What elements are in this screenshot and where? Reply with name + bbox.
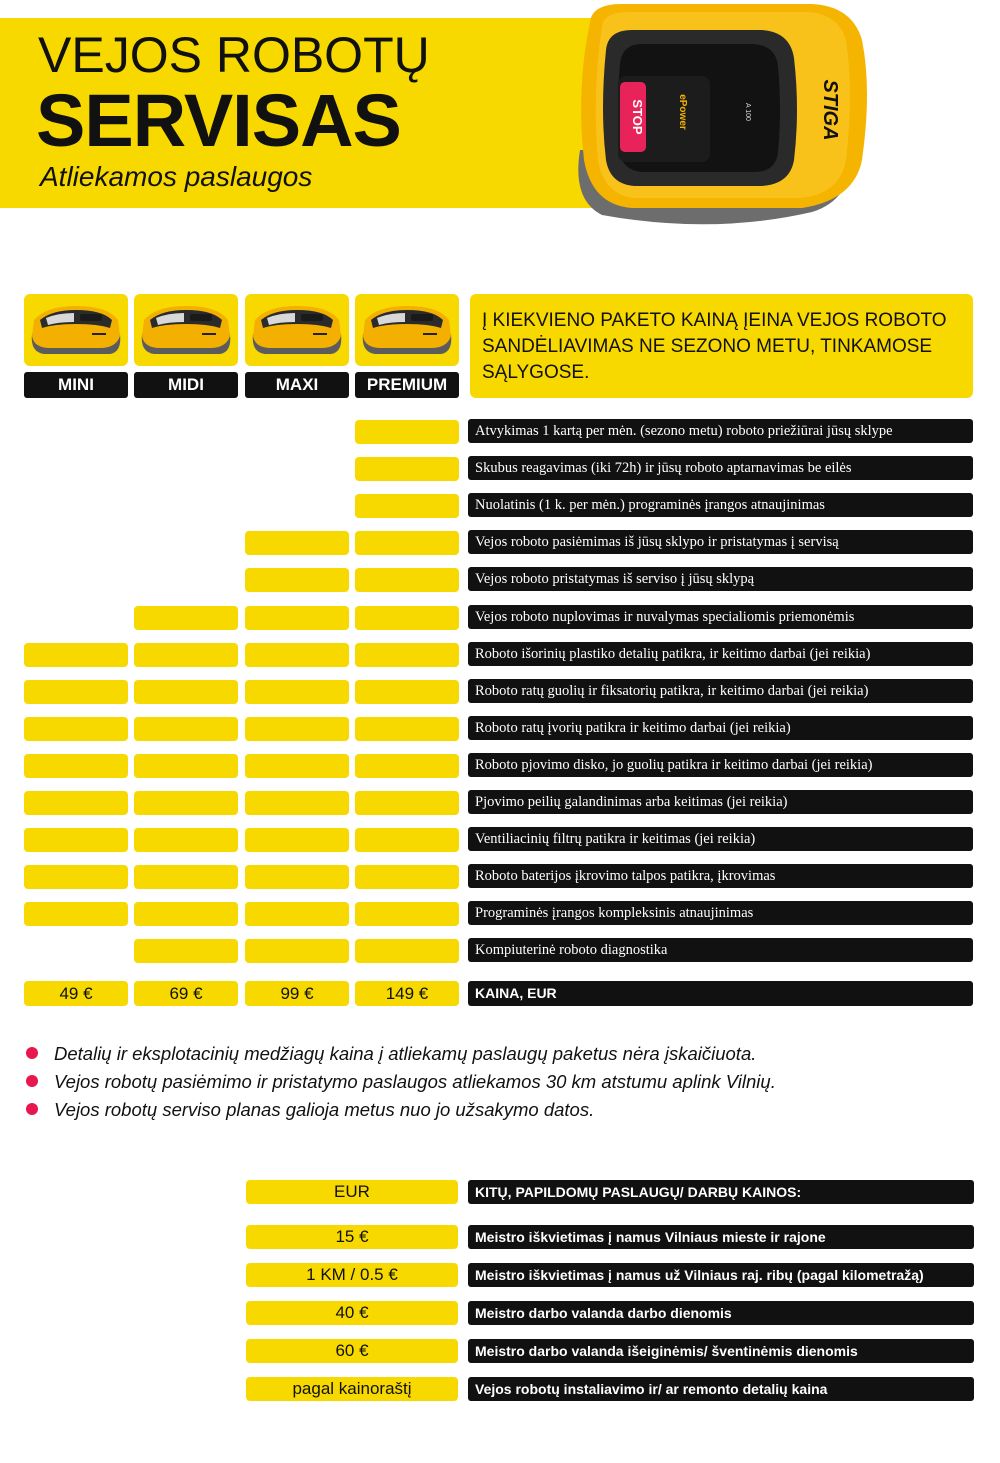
feature-label: Roboto baterijos įkrovimo talpos patikra, įkrovimas — [468, 864, 973, 888]
page-title-line1: VEJOS ROBOTŲ — [38, 27, 430, 83]
bullet-icon — [26, 1103, 38, 1115]
feature-label: Ventiliacinių filtrų patikra ir keitimas (jei reikia) — [468, 827, 973, 851]
included-marker — [134, 606, 238, 630]
page-subtitle: Atliekamos paslaugos — [40, 161, 313, 192]
package-label-mini: MINI — [24, 372, 128, 398]
extras-header-label: KITŲ, PAPILDOMŲ PASLAUGŲ/ DARBŲ KAINOS: — [468, 1180, 974, 1204]
feature-label: Programinės įrangos kompleksinis atnaujinimas — [468, 901, 973, 925]
included-marker — [355, 457, 459, 481]
robot-mower-icon — [24, 294, 128, 366]
included-marker — [24, 865, 128, 889]
included-marker — [245, 531, 349, 555]
robot-brand-logo: STIGA — [819, 79, 841, 141]
feature-label: Vejos roboto pasiėmimas iš jūsų sklypo ir pristatymas į servisą — [468, 530, 973, 554]
robot-model-text: ePower — [677, 94, 688, 130]
included-marker — [355, 902, 459, 926]
included-marker — [245, 606, 349, 630]
package-label-midi: MIDI — [134, 372, 238, 398]
included-marker — [134, 680, 238, 704]
price-label: KAINA, EUR — [468, 981, 973, 1006]
included-marker — [355, 939, 459, 963]
note-text: Vejos robotų pasiėmimo ir pristatymo paslaugos atliekamos 30 km atstumu aplink Vilnių. — [54, 1071, 776, 1092]
package-thumbnail-midi — [134, 294, 238, 366]
included-marker — [134, 828, 238, 852]
robot-mower-icon — [355, 294, 459, 366]
included-marker — [355, 791, 459, 815]
included-marker — [24, 828, 128, 852]
included-marker — [245, 902, 349, 926]
included-marker — [134, 902, 238, 926]
package-thumbnail-maxi — [245, 294, 349, 366]
extra-price-label: Vejos robotų instaliavimo ir/ ar remonto detalių kaina — [468, 1377, 974, 1401]
included-marker — [355, 606, 459, 630]
robot-model-number: A 100 — [744, 103, 751, 121]
included-marker — [355, 680, 459, 704]
included-marker — [355, 494, 459, 518]
included-marker — [134, 939, 238, 963]
included-marker — [245, 568, 349, 592]
included-marker — [245, 680, 349, 704]
feature-label: Roboto pjovimo disko, jo guolių patikra ir keitimo darbai (jei reikia) — [468, 753, 973, 777]
included-marker — [245, 643, 349, 667]
extra-price-label: Meistro iškvietimas į namus Vilniaus mieste ir rajone — [468, 1225, 974, 1249]
robot-mower-icon — [134, 294, 238, 366]
extra-price-label: Meistro darbo valanda išeiginėmis/ šventinėmis dienomis — [468, 1339, 974, 1363]
included-marker — [134, 717, 238, 741]
included-marker — [355, 531, 459, 555]
included-marker — [245, 939, 349, 963]
package-thumbnail-mini — [24, 294, 128, 366]
extra-price-value: 1 KM / 0.5 € — [246, 1263, 458, 1287]
note-item — [26, 1099, 594, 1121]
price-mini: 49 € — [24, 981, 128, 1006]
extra-price-value: 60 € — [246, 1339, 458, 1363]
included-marker — [245, 754, 349, 778]
feature-label: Pjovimo peilių galandinimas arba keitimas (jei reikia) — [468, 790, 973, 814]
included-marker — [134, 754, 238, 778]
extra-price-label: Meistro darbo valanda darbo dienomis — [468, 1301, 974, 1325]
extra-price-label: Meistro iškvietimas į namus už Vilniaus raj. ribų (pagal kilometražą) — [468, 1263, 974, 1287]
feature-label: Atvykimas 1 kartą per mėn. (sezono metu) roboto priežiūrai jūsų sklype — [468, 419, 973, 443]
included-marker — [134, 791, 238, 815]
included-marker — [24, 680, 128, 704]
included-marker — [355, 865, 459, 889]
included-marker — [245, 791, 349, 815]
feature-label: Skubus reagavimas (iki 72h) ir jūsų roboto aptarnavimas be eilės — [468, 456, 973, 480]
included-marker — [355, 828, 459, 852]
extra-price-value: pagal kainoraštį — [246, 1377, 458, 1401]
storage-info-box: Į KIEKVIENO PAKETO KAINĄ ĮEINA VEJOS ROBOTO SANDĖLIAVIMAS NE SEZONO METU, TINKAMOSE SĄLYGOSE. — [470, 294, 973, 398]
feature-label: Roboto išorinių plastiko detalių patikra, ir keitimo darbai (jei reikia) — [468, 642, 973, 666]
included-marker — [24, 754, 128, 778]
feature-label: Roboto ratų įvorių patikra ir keitimo darbai (jei reikia) — [468, 716, 973, 740]
robot-mower-image — [562, 0, 874, 226]
bullet-icon — [26, 1047, 38, 1059]
robot-stop-text: STOP — [630, 99, 645, 135]
page-title-line2: SERVISAS — [36, 79, 401, 162]
feature-label: Vejos roboto nuplovimas ir nuvalymas specialiomis priemonėmis — [468, 605, 973, 629]
price-premium: 149 € — [355, 981, 459, 1006]
price-midi: 69 € — [134, 981, 238, 1006]
included-marker — [245, 828, 349, 852]
feature-label: Vejos roboto pristatymas iš serviso į jūsų sklypą — [468, 567, 973, 591]
included-marker — [245, 717, 349, 741]
note-text: Vejos robotų serviso planas galioja metus nuo jo užsakymo datos. — [54, 1099, 595, 1120]
included-marker — [355, 643, 459, 667]
included-marker — [355, 754, 459, 778]
package-label-maxi: MAXI — [245, 372, 349, 398]
price-maxi: 99 € — [245, 981, 349, 1006]
package-thumbnail-premium — [355, 294, 459, 366]
extras-header-value: EUR — [246, 1180, 458, 1204]
bullet-icon — [26, 1075, 38, 1087]
extra-price-value: 40 € — [246, 1301, 458, 1325]
included-marker — [24, 643, 128, 667]
included-marker — [355, 717, 459, 741]
included-marker — [355, 568, 459, 592]
note-item — [26, 1071, 776, 1093]
package-label-premium: PREMIUM — [355, 372, 459, 398]
included-marker — [134, 643, 238, 667]
feature-label: Nuolatinis (1 k. per mėn.) programinės įrangos atnaujinimas — [468, 493, 973, 517]
included-marker — [24, 902, 128, 926]
included-marker — [245, 865, 349, 889]
included-marker — [355, 420, 459, 444]
robot-mower-icon — [245, 294, 349, 366]
extra-price-value: 15 € — [246, 1225, 458, 1249]
feature-label: Kompiuterinė roboto diagnostika — [468, 938, 973, 962]
note-item — [26, 1043, 756, 1065]
included-marker — [134, 865, 238, 889]
feature-label: Roboto ratų guolių ir fiksatorių patikra, ir keitimo darbai (jei reikia) — [468, 679, 973, 703]
note-text: Detalių ir eksplotacinių medžiagų kaina į atliekamų paslaugų paketus nėra įskaičiuota. — [54, 1043, 757, 1064]
included-marker — [24, 717, 128, 741]
included-marker — [24, 791, 128, 815]
